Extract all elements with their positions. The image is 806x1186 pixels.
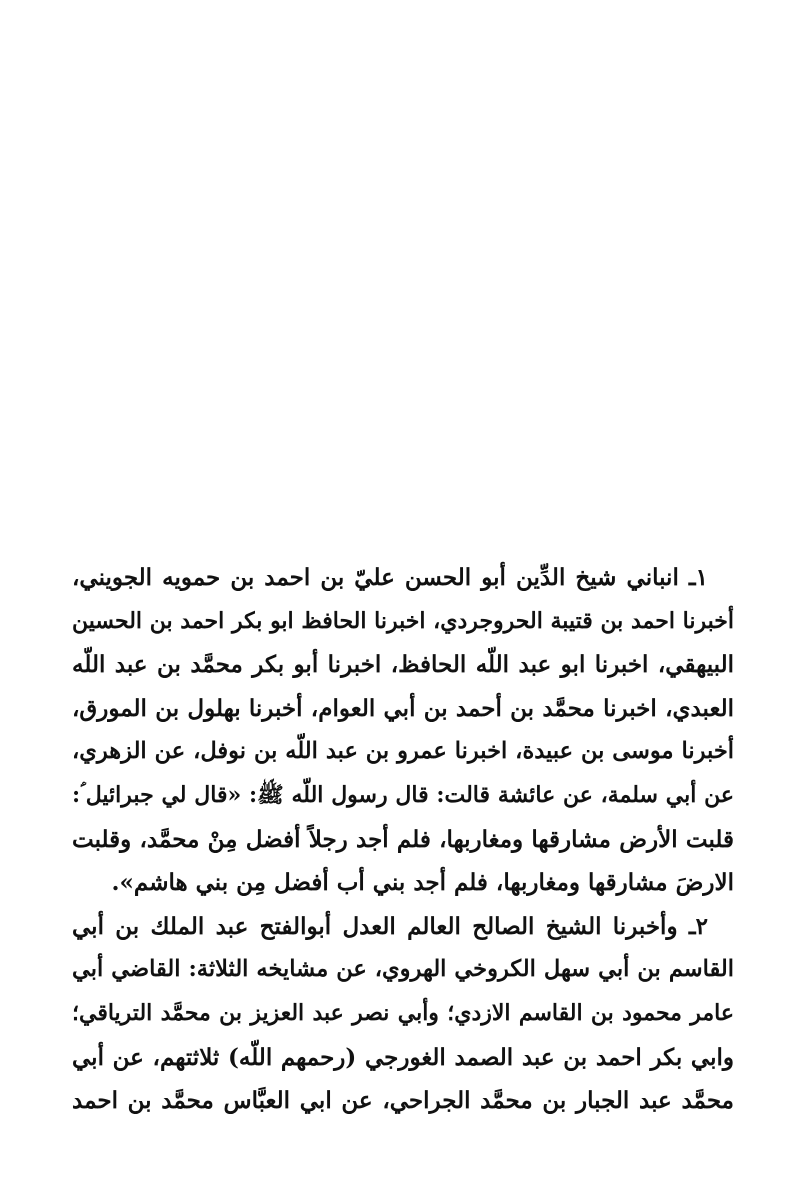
text-line-11: عامر محمود بن القاسم الازدي؛ وأبي نصر عبد العزيز بن محمَّد الترياقي؛	[72, 999, 734, 1026]
text-line-10: القاسم بن أبي سهل الكروخي الهروي، عن مشايخه الثلاثة: القاضي أبي	[72, 956, 734, 983]
text-line-3: البيهقي، اخبرنا ابو عبد اللّه الحافظ، اخبرنا أبو بكر محمَّد بن عبد اللّه	[72, 651, 734, 679]
text-line-4: العبدي، اخبرنا محمَّد بن أحمد بن أبي العوام، أخبرنا بهلول بن المورق،	[72, 694, 734, 722]
text-line-2: أخبرنا احمد بن قتيبة الحروجردي، اخبرنا الحافظ ابو بكر احمد بن الحسين	[72, 607, 734, 634]
text-line-12: وابي بكر احمد بن عبد الصمد الغورجي (رحمهم اللّه) ثلاثتهم، عن أبي	[72, 1043, 734, 1071]
text-line-7: قلبت الأرض مشارقها ومغاربها، فلم أجد رجلاً أفضل مِنْ محمَّد، وقلبت	[72, 825, 734, 853]
text-line-8: الارضَ مشارقها ومغاربها، فلم أجد بني أب أفضل مِن بني هاشم».	[111, 869, 734, 897]
text-line-13: محمَّد عبد الجبار بن محمَّد الجراحي، عن ابي العبَّاس محمَّد بن احمد	[72, 1087, 734, 1115]
text-line-6: عن أبي سلمة، عن عائشة قالت: قال رسول اللّه ﷺ: «قال لي جبرائيل ؑ:	[72, 781, 734, 808]
hadith-text-block	[72, 556, 734, 1123]
text-line-5: أخبرنا موسى بن عبيدة، اخبرنا عمرو بن عبد اللّه بن نوفل، عن الزهري،	[72, 738, 734, 765]
text-line-1: ١ـ انباني شيخ الدِّين أبو الحسن عليّ بن احمد بن حمويه الجويني،	[72, 564, 708, 591]
text-line-9: ٢ـ وأخبرنا الشيخ الصالح العالم العدل أبوالفتح عبد الملك بن أبي	[72, 912, 708, 940]
